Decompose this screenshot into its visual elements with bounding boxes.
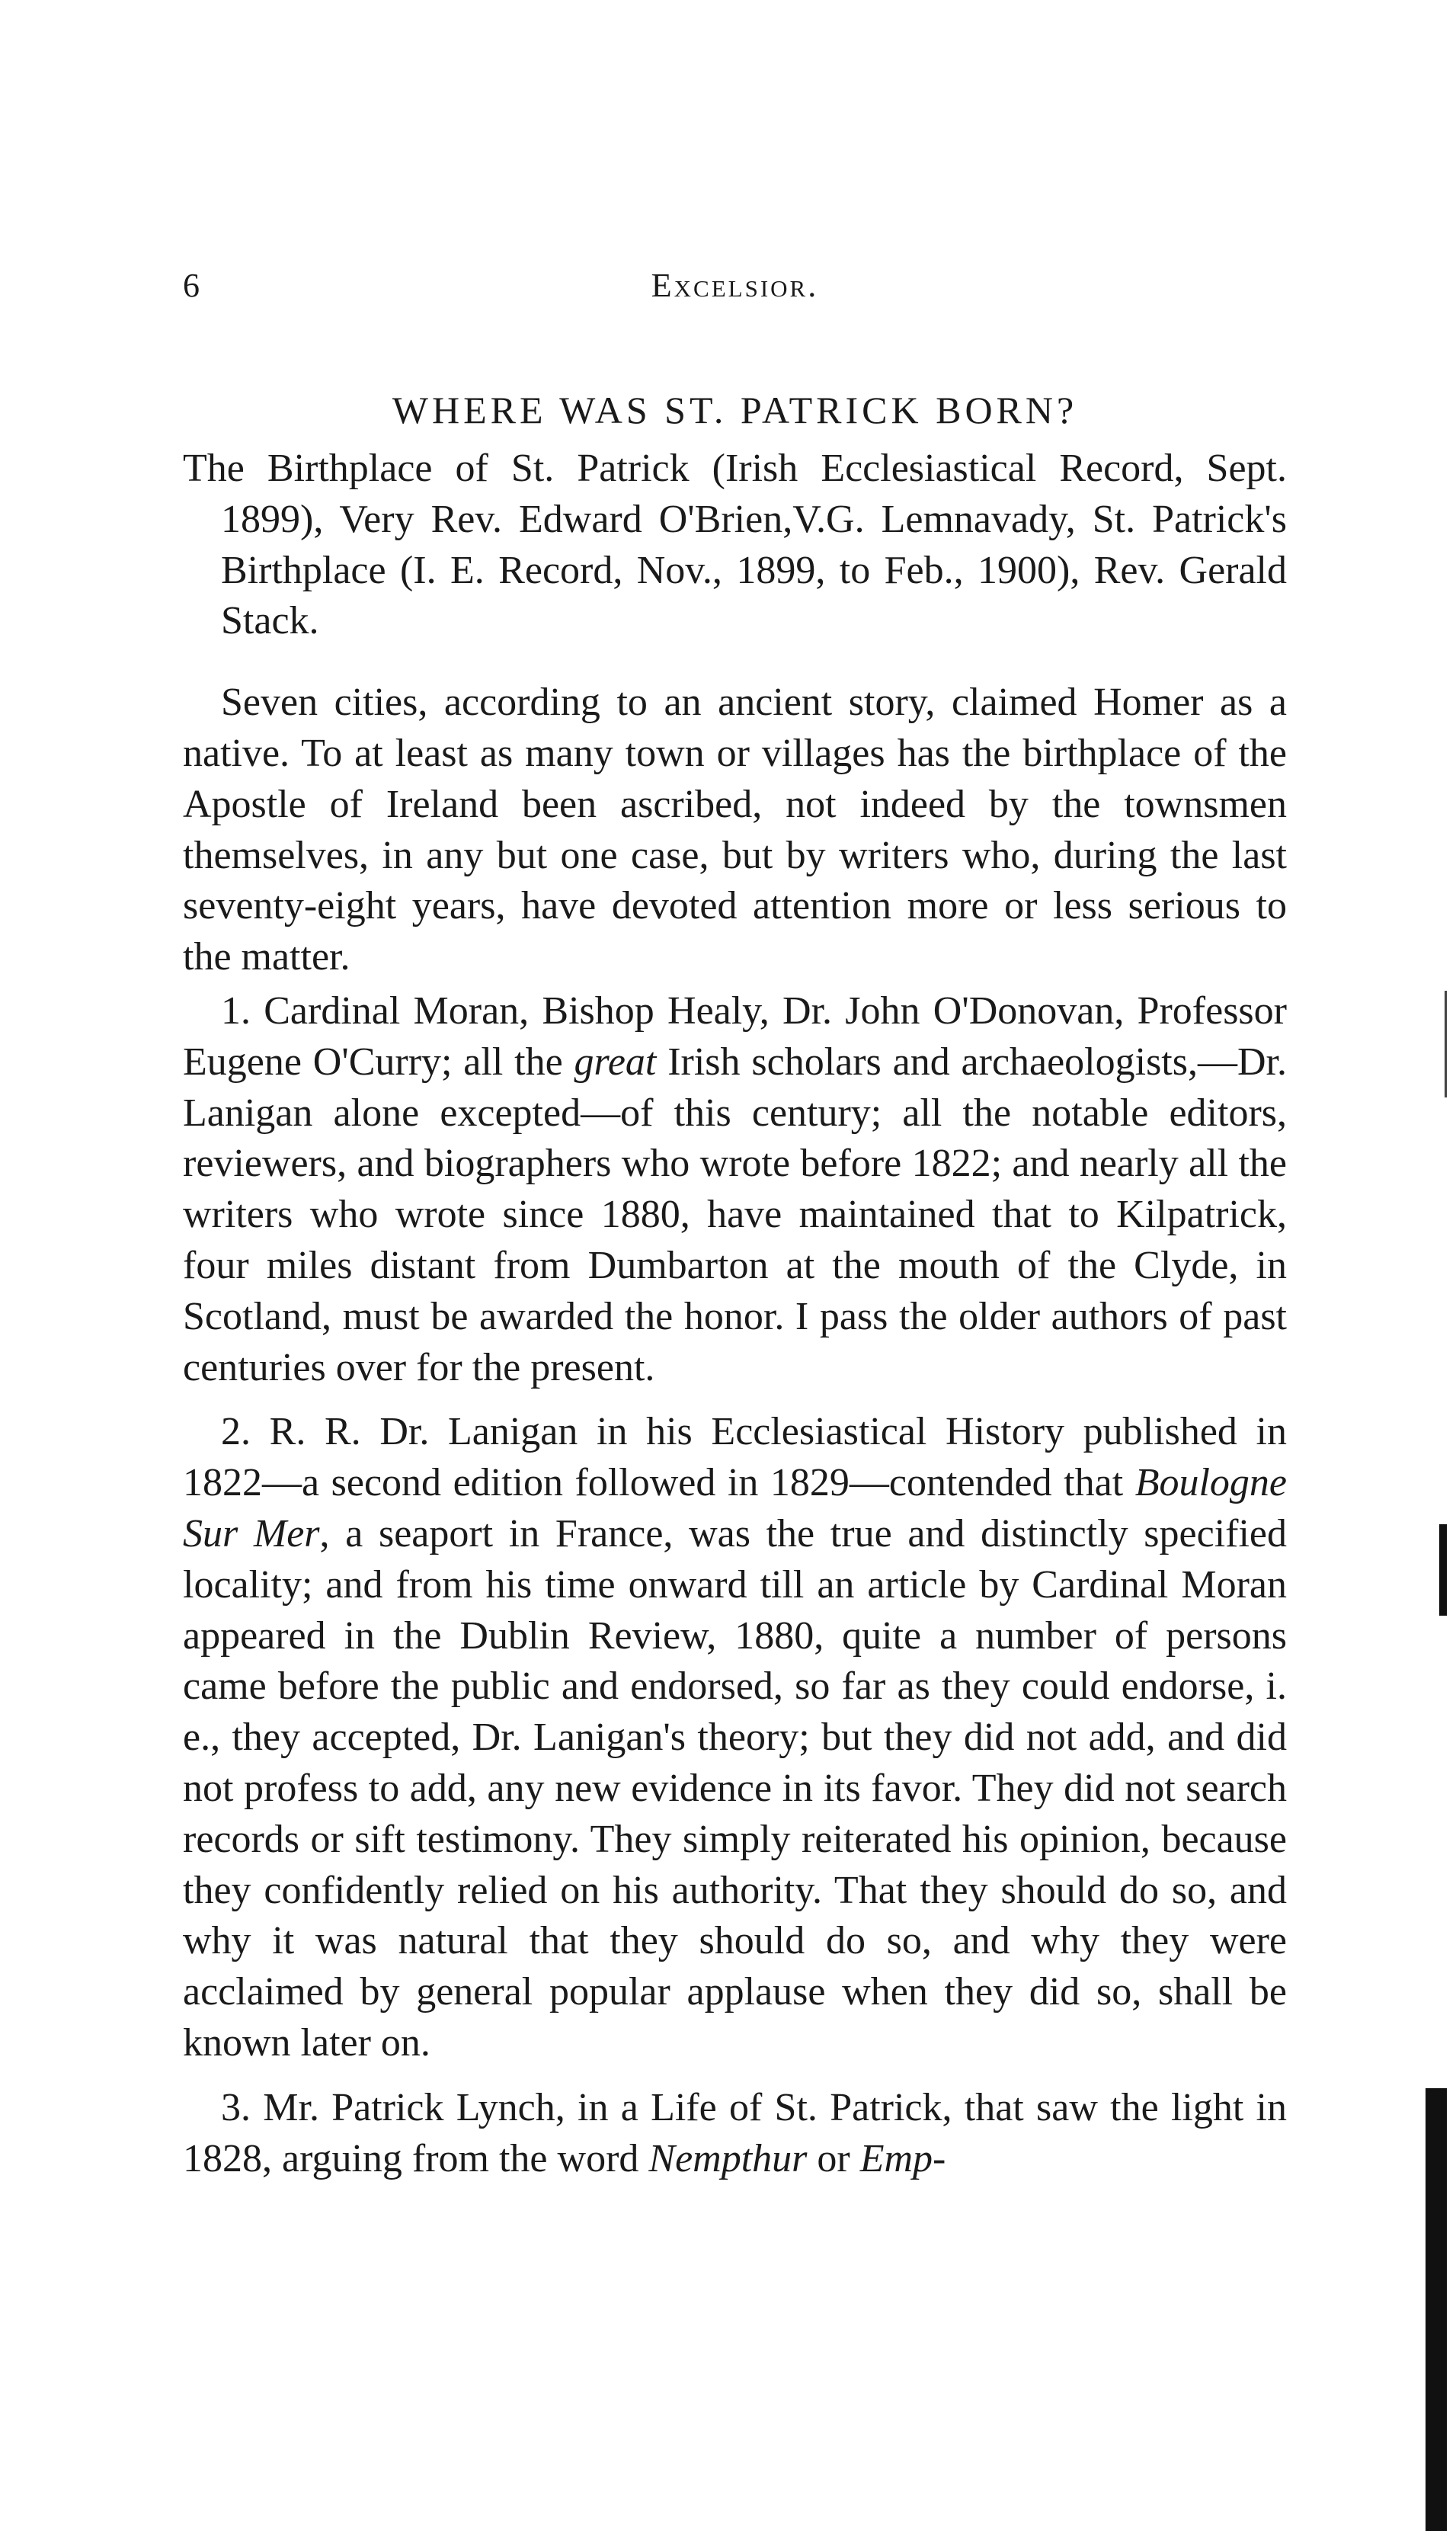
scan-edge-mark	[1439, 1524, 1447, 1616]
paragraph-2-text-a: 2. R. R. Dr. Lanigan in his Ecclesiastical History published in 1822—a second edition followed in 1829—contended that	[183, 1410, 1287, 1505]
paragraph-3-text-a: 3. Mr. Patrick Lynch, in a Life of St. Patrick, that saw the light in 1828, arguing from the word	[183, 2085, 1287, 2180]
running-head	[183, 259, 1287, 312]
paragraph-1-emphasis: great	[574, 1040, 657, 1084]
scan-edge-mark	[1445, 991, 1447, 1097]
paragraph-3-text-mid: or	[807, 2136, 860, 2180]
paragraph-2	[183, 1407, 1287, 2068]
paragraph-1	[183, 986, 1287, 1393]
paragraph-3-emphasis-2: Emp-	[859, 2136, 946, 2180]
page-number: 6	[183, 267, 200, 304]
paragraph-3	[183, 2083, 1287, 2185]
paragraph-2-text-b: , a seaport in France, was the true and distinctly specified locality; and from his time onward till an article by Cardinal Moran appeared in the Dublin Review, 1880, quite a number of persons came before the public and endorsed, so far as they could endorse, i. e., they accepted, Dr. Lanigan's theory; but they did not add, and did not profess to add, any new evidence in its favor. They did not search records or sift testimony. They simply reiterated his opinion, because they confidently relied on his authority. That they should do so, and why it was natural that they should do so, and why they were acclaimed by general popular applause when they did so, shall be known later on.	[183, 1511, 1287, 2065]
paragraph-1-text-b: Irish scholars and archaeologists,—Dr. Lanigan alone excepted—of this century; all the notable editors, reviewers, and biographers who wrote before 1822; and nearly all the writers who wrote since 1880, have maintained that to Kilpatrick, four miles distant from Dumbarton at the mouth of the Clyde, in Scotland, must be awarded the honor. I pass the older authors of past centuries over for the present.	[183, 1040, 1287, 1389]
article-title: WHERE WAS ST. PATRICK BORN?	[392, 389, 1078, 431]
running-title: Excelsior.	[651, 267, 819, 304]
article	[183, 381, 1287, 2184]
paragraph-3-emphasis-1: Nempthur	[648, 2136, 808, 2180]
paragraph-1-text-a: 1. Cardinal Moran, Bishop Healy, Dr. John O'Donovan, Professor Eugene O'Curry; all the	[183, 988, 1287, 1084]
source-citations: The Birthplace of St. Patrick (Irish Ecclesiastical Record, Sept. 1899), Very Rev. Edward O'Brien,V.G. Lemnavady, St. Patrick's Birthplace (I. E. Record, Nov., 1899, to Feb., 1900), Rev. Gerald Stack.	[183, 447, 1287, 643]
intro-paragraph: Seven cities, according to an ancient story, claimed Homer as a native. To at least as many town or villages has the birthplace of the Apostle of Ireland been ascribed, not indeed by the townsmen themselves, in any but one case, but by writers who, during the last seventy-eight years, have devoted attention more or less serious to the matter.	[183, 681, 1287, 979]
scan-edge-shadow	[1426, 2088, 1447, 2531]
paragraph-2-emphasis: Boulogne Sur Mer	[183, 1461, 1287, 1555]
